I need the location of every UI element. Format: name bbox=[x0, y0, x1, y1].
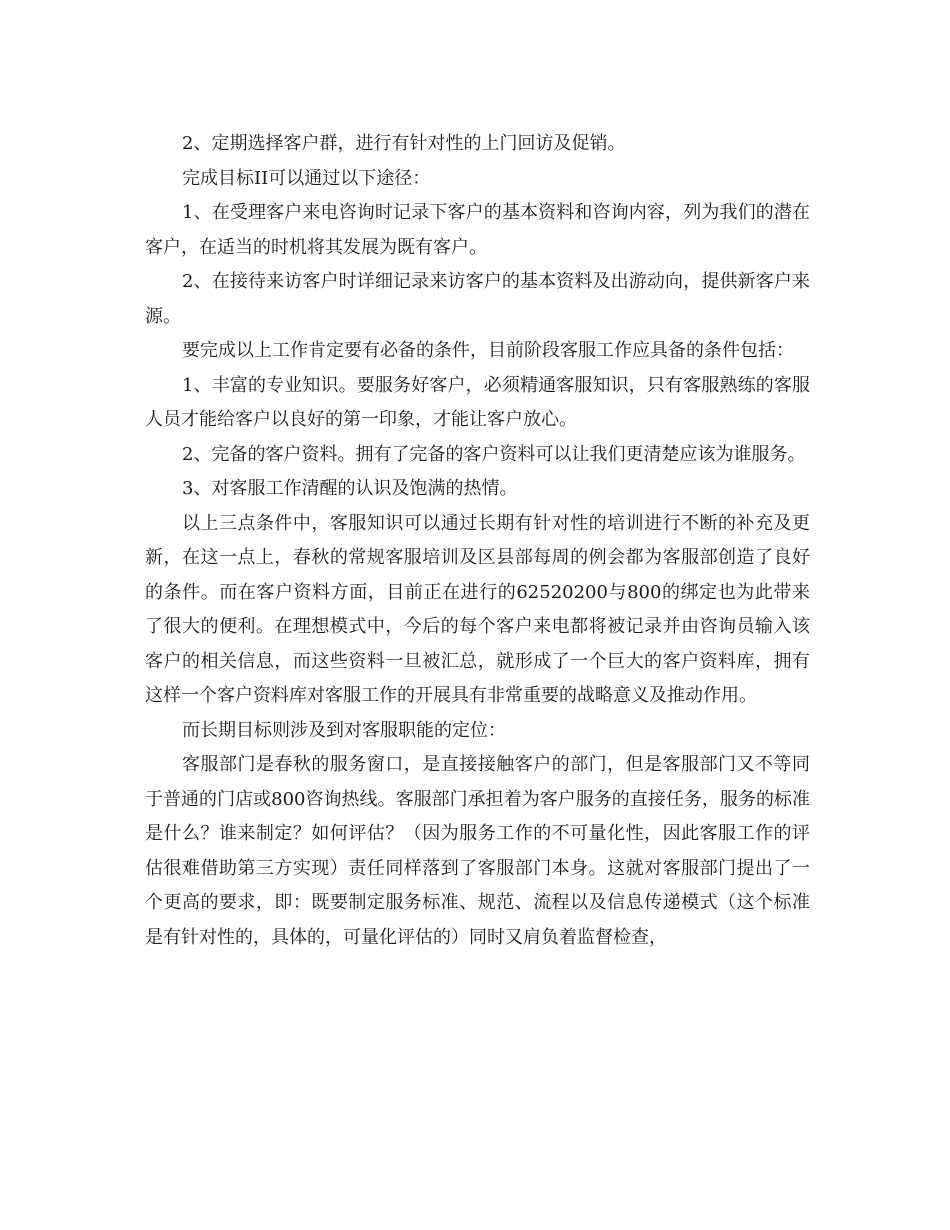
paragraph-1: 2、定期选择客户群，进行有针对性的上门回访及促销。 bbox=[182, 133, 626, 154]
paragraph-5: 要完成以上工作肯定要有必备的条件，目前阶段客服工作应具备的条件包括： bbox=[182, 340, 794, 361]
paragraph-11: 客服部门是春秋的服务窗口，是直接接触客户的部门，但是客服部门又不等同于普通的门店或800咨询热线。客服部门承担着为客户服务的直接任务，服务的标准是什么？谁来制定？如何评估？（因为服务工作的不可量化性，因此客服工作的评估很难借助第三方实现）责任同样落到了客服部门本身。这就对客服部门提出了一个更高的要求，即：既要制定服务标准、规范、流程以及信息传递模式（这个标准是有针对性的，具体的，可量化评估的）同时又肩负着监督检查， bbox=[145, 754, 810, 948]
paragraph-2: 完成目标II可以通过以下途径： bbox=[182, 167, 431, 189]
paragraph-10: 而长期目标则涉及到对客服职能的定位： bbox=[182, 719, 506, 741]
paragraph-4: 2、在接待来访客户时详细记录来访客户的基本资料及出游动向，提供新客户来源。 bbox=[145, 271, 810, 327]
paragraph-8: 3、对客服工作清醒的认识及饱满的热情。 bbox=[182, 478, 518, 499]
document-body bbox=[145, 127, 810, 955]
paragraph-3: 1、在受理客户来电咨询时记录下客户的基本资料和咨询内容，列为我们的潜在客户，在适当的时机将其发展为既有客户。 bbox=[145, 202, 810, 258]
paragraph-6: 1、丰富的专业知识。要服务好客户，必须精通客服知识，只有客服熟练的客服人员才能给客户以良好的第一印象，才能让客户放心。 bbox=[145, 374, 810, 430]
paragraph-9: 以上三点条件中，客服知识可以通过长期有针对性的培训进行不断的补充及更新，在这一点上，春秋的常规客服培训及区县部每周的例会都为客服部创造了良好的条件。而在客户资料方面，目前正在进行的62520200与800的绑定也为此带来了很大的便利。在理想模式中，今后的每个客户来电都将被记录并由咨询员输入该客户的相关信息，而这些资料一旦被汇总，就形成了一个巨大的客户资料库，拥有这样一个客户资料库对客服工作的开展具有非常重要的战略意义及推动作用。 bbox=[145, 512, 810, 706]
paragraph-7: 2、完备的客户资料。拥有了完备的客户资料可以让我们更清楚应该为谁服务。 bbox=[182, 443, 806, 465]
